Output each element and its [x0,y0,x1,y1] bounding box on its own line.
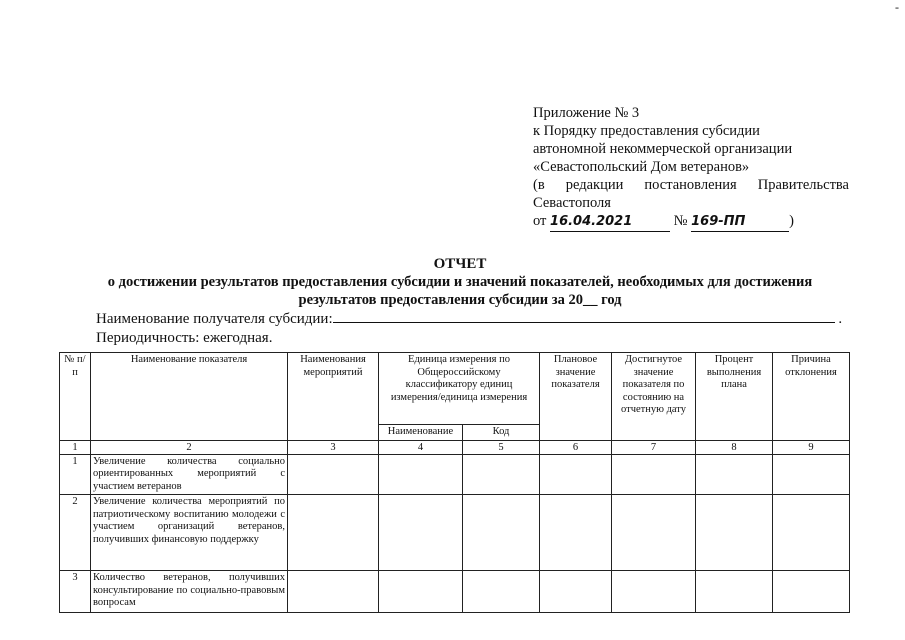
reason-cell [773,454,850,495]
events-cell [288,454,379,495]
table-row [60,454,850,495]
header-achieved: Достигнутое значение показателя по состоянию на отчетную дату [612,353,696,441]
header-unit-code: Код [463,425,540,441]
events-cell [288,495,379,571]
indicator-name: Количество ветеранов, получивших консультирование по социально-правовым вопросам [91,571,288,613]
column-number-row [60,440,850,454]
unit-code-cell [463,571,540,613]
appendix-line: Севастополя [533,195,611,211]
unit-code-cell [463,454,540,495]
header-reason: Причина отклонения [773,353,850,441]
column-number: 7 [612,440,696,454]
appendix-line: «Севастопольский Дом ветеранов» [533,159,750,175]
indicator-name: Увеличение количества социально ориентированных мероприятий с участием ветеранов [91,454,288,495]
handwritten-date: 16.04.2021 [550,213,670,232]
header-unit: Единица измерения по Общероссийскому классификатору единиц измерения/единица измерения [379,353,540,425]
periodicity-line: Периодичность: ежегодная. [96,330,273,346]
row-number: 2 [60,495,91,571]
column-number: 5 [463,440,540,454]
column-number: 3 [288,440,379,454]
number-prefix: № [673,213,688,229]
achieved-cell [612,495,696,571]
achieved-cell [612,571,696,613]
achieved-cell [612,454,696,495]
appendix-date-line [533,212,849,232]
header-events: Наименования мероприятий [288,353,379,441]
reason-cell [773,495,850,571]
recipient-line [96,309,842,329]
handwritten-number: 169-ПП [691,213,789,232]
planned-cell [540,454,612,495]
title-line-2: о достижении результатов предоставления субсидии и значений показателей, необходимых для достижения [107,274,813,290]
title-line-3: результатов предоставления субсидии за 20__ год [298,292,622,308]
unit-code-cell [463,495,540,571]
row-number: 1 [60,454,91,495]
header-unit-name: Наименование [379,425,463,441]
indicator-name: Увеличение количества мероприятий по патриотическому воспитанию молодежи с участием организаций ветеранов, получивших финансовую поддержку [91,495,288,571]
report-title [70,255,850,309]
column-number: 4 [379,440,463,454]
recipient-fill-line [333,309,835,323]
header-indicator: Наименование показателя [91,353,288,441]
unit-name-cell [379,571,463,613]
reason-cell [773,571,850,613]
percent-cell [696,495,773,571]
recipient-label: Наименование получателя субсидии: [96,311,333,327]
report-info [96,309,842,348]
column-number: 1 [60,440,91,454]
appendix-line: Приложение № 3 [533,105,640,121]
title-line-1: ОТЧЕТ [433,256,487,272]
column-number: 2 [91,440,288,454]
closing-paren: ) [789,213,794,229]
planned-cell [540,495,612,571]
column-number: 9 [773,440,850,454]
appendix-line: (в редакции постановления Правительства [533,177,849,193]
column-number: 6 [540,440,612,454]
percent-cell [696,571,773,613]
row-number: 3 [60,571,91,613]
appendix-line: к Порядку предоставления субсидии [533,123,760,139]
appendix-block [533,104,849,232]
report-table [59,352,850,613]
column-number: 8 [696,440,773,454]
events-cell [288,571,379,613]
recipient-end: . [838,311,843,327]
planned-cell [540,571,612,613]
header-num: № п/п [60,353,91,441]
header-planned: Плановое значение показателя [540,353,612,441]
header-percent: Процент выполнения плана [696,353,773,441]
table-row [60,571,850,613]
header-row [60,353,850,425]
table-row [60,495,850,571]
unit-name-cell [379,495,463,571]
unit-name-cell [379,454,463,495]
percent-cell [696,454,773,495]
corner-mark: - [895,0,899,14]
appendix-line: автономной некоммерческой организации [533,141,793,157]
date-prefix: от [533,213,547,229]
